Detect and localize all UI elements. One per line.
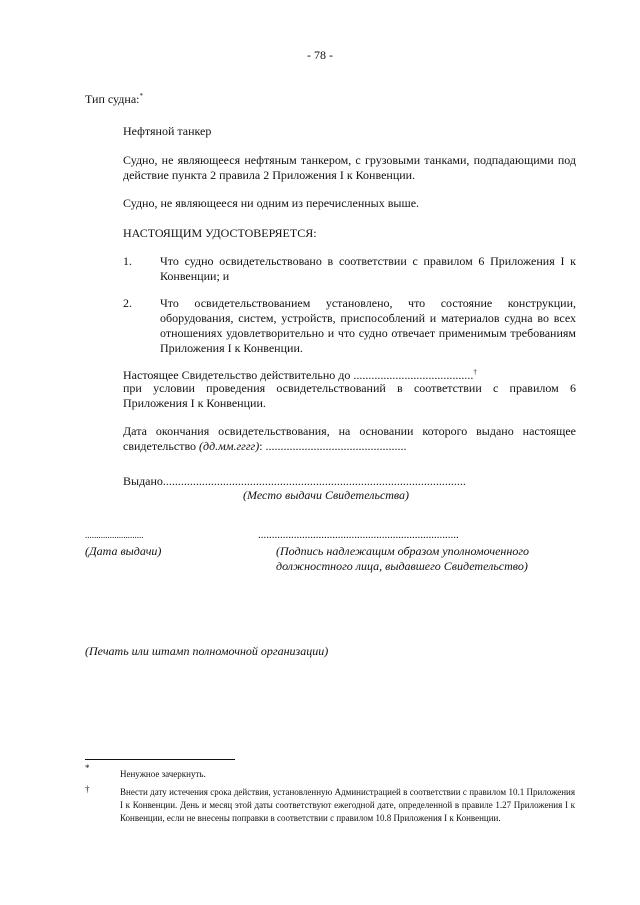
footnote-2-mark: † (85, 784, 90, 794)
page-number: - 78 - (307, 48, 333, 62)
certify-item-1-number: 1. (123, 254, 132, 268)
footnote-ref-dagger: † (473, 368, 477, 376)
issue-date-caption: (Дата выдачи) (85, 544, 162, 558)
footnote-1-mark: * (85, 763, 90, 773)
certify-heading: НАСТОЯЩИМ УДОСТОВЕРЯЕТСЯ: (123, 226, 317, 240)
issue-date-dots: .......................... (85, 530, 144, 540)
ship-type-option-other: Судно, не являющееся ни одним из перечисленных выше. (123, 196, 420, 210)
survey-end-format: (дд.мм.гггг) (199, 439, 260, 453)
validity-text: Настоящее Свидетельство действительно до ........................................ (123, 368, 474, 382)
ship-type-label: Тип судна: (85, 92, 140, 106)
footnote-ref-asterisk: * (139, 92, 143, 100)
issued-place-caption: (Место выдачи Свидетельства) (243, 488, 410, 502)
certify-item-2-text: Что освидетельствованием установлено, что состояние конструкции, оборудования, систем, устройств, приспособлений и материалов судна во всех отношениях удовлетворительно и что судно отвечает применимым требованиям Приложения I к Конвенции. (160, 296, 576, 355)
validity-condition: при условии проведения освидетельствований в соответствии с правилом 6 Приложения I к Конвенции. (123, 381, 576, 410)
survey-end-text: Дата окончания освидетельствования, на основании которого выдано настоящее свидетельство (123, 424, 576, 453)
issued-place-line: Выдано..................................................................................................... (123, 474, 466, 488)
footnote-1-text: Ненужное зачеркнуть. (120, 769, 206, 779)
certify-item-1-text: Что судно освидетельствовано в соответствии с правилом 6 Приложения I к Конвенции; и (160, 254, 576, 283)
survey-end-blank: : ............................................... (259, 439, 407, 453)
certify-item-2-number: 2. (123, 296, 132, 310)
seal-caption: (Печать или штамп полномочной организации) (85, 644, 329, 658)
survey-end-date (123, 424, 576, 454)
ship-type-label-line (85, 92, 143, 107)
ship-type-option-oil-tanker: Нефтяной танкер (123, 124, 212, 138)
signature-caption-line-1: (Подпись надлежащим образом уполномоченного (276, 544, 530, 558)
footnote-separator (85, 759, 235, 760)
signature-dots: ......................................................................... (258, 529, 459, 541)
footnote-2-text: Внести дату истечения срока действия, установленную Администрацией в соответствии с правилом 10.1 Приложения I к Конвенции. День и месяц этой даты соответствуют ежегодной дате, определенной в правиле 1.27 Приложения I к Конвенции, если не внесены поправки в соответствии с правилом 10.8 Приложения I к Конвенции. (120, 787, 575, 823)
signature-caption-line-2: должностного лица, выдавшего Свидетельство) (276, 559, 528, 573)
ship-type-option-cargo-tanks: Судно, не являющееся нефтяным танкером, с грузовыми танками, подпадающими под действие пункта 2 правила 2 Приложения I к Конвенции. (123, 153, 576, 182)
